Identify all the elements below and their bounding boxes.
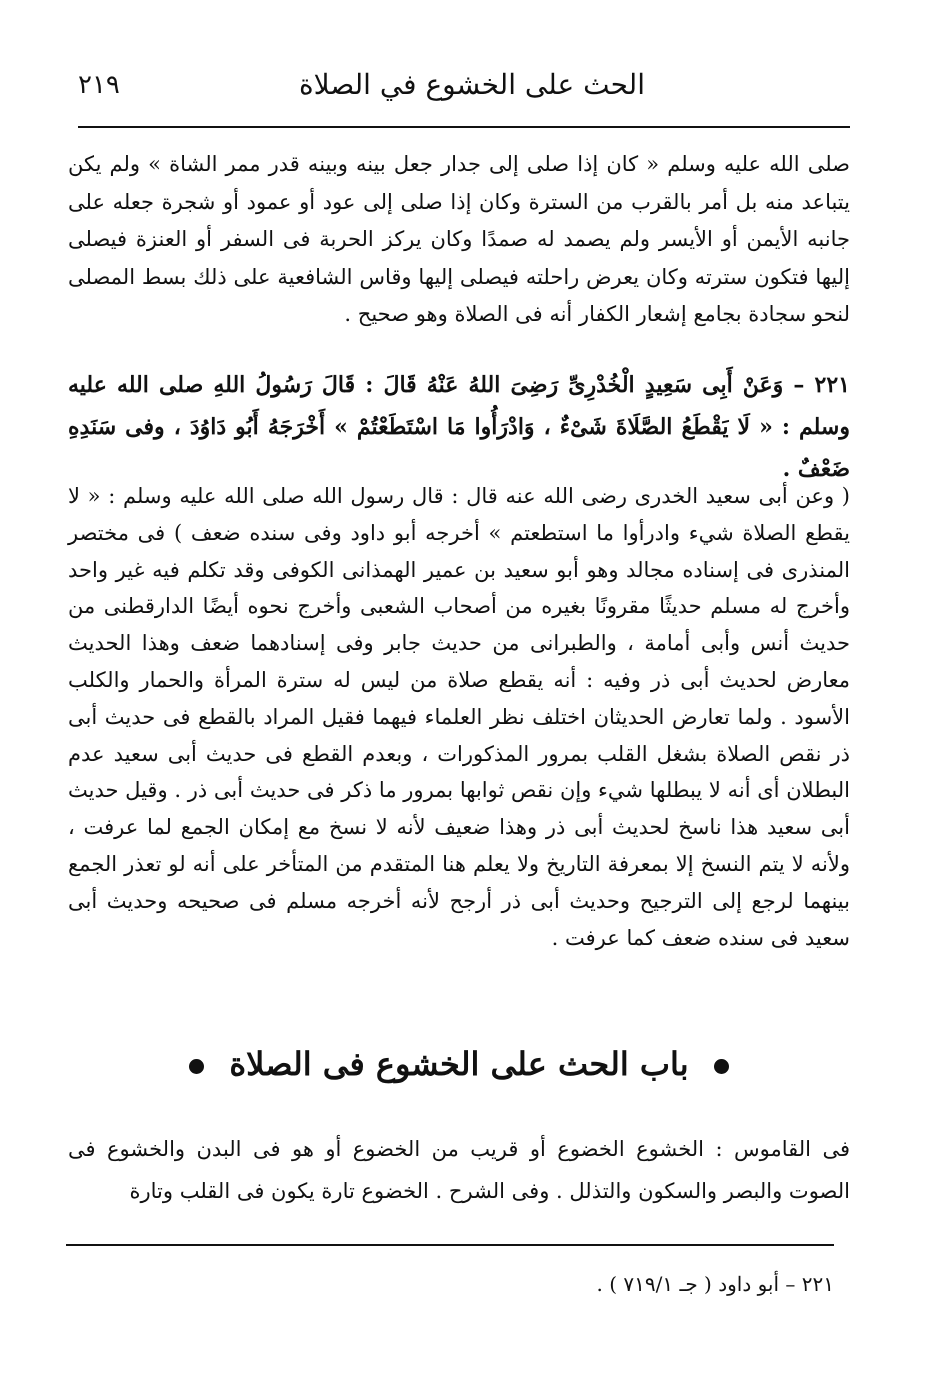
- header-rule: [78, 126, 850, 128]
- paragraph-1: صلى الله عليه وسلم « كان إذا صلى إلى جدار جعل بينه وبينه قدر ممر الشاة » ولم يكن يتباعد منه بل أمر بالقرب من السترة وكان إذا صلى إلى عود أو عمود أو شجرة جعله على جانبه الأيمن أو الأيسر ولم يصمد له صمدًا وكان يركز الحربة فى السفر أو العنزة فيصلى إليها فتكون سترته وكان يعرض راحلته فيصلى إليها وقاس الشافعية على ذلك بسط المصلى لنحو سجادة بجامع إشعار الكفار أنه فى الصلاة وهو صحيح .: [68, 152, 850, 326]
- running-title: الحث على الخشوع في الصلاة: [298, 68, 645, 101]
- commentary: ( وعن أبى سعيد الخدرى رضى الله عنه قال : قال رسول الله صلى الله عليه وسلم : « لا يقطع الصلاة شيء وادرأوا ما استطعتم » أخرجه أبو داود وفى سنده ضعف ) فى مختصر المنذرى فى إسناده مجالد وهو أبو سعيد بن عمير الهمذانى الكوفى وقد تكلم فيه غير واحد وأخرج له مسلم حديثًا مقرونًا بغيره من أصحاب الشعبى وأخرج نحوه أيضًا الدارقطنى من حديث أنس وأبى أمامة ، والطبرانى من حديث جابر وفى إسنادهما ضعف وهذا الحديث معارض لحديث أبى ذر وفيه : أنه يقطع صلاة من ليس له سترة المرأة والحمار والكلب الأسود . ولما تعارض الحديثان اختلف نظر العلماء فيهما فقيل المراد بالقطع فى حديث أبى ذر نقص الصلاة بشغل القلب بمرور المذكورات ، وبعدم القطع فى حديث أبى سعيد عدم البطلان أى أنه لا يبطلها شيء وإن نقص ثوابها بمرور ما ذكر فى حديث أبى ذر . وقيل حديث أبى سعيد هذا ناسخ لحديث أبى ذر وهذا ضعيف لأنه لا نسخ مع إمكان الجمع لما عرفت ، ولأنه لا يتم النسخ إلا بمعرفة التاريخ ولا يعلم هنا المتقدم من المتأخر على أنه لو تعذر الجمع بينهما لرجع إلى الترجيح وحديث أبى ذر أرجح لأنه أخرجه مسلم فى صحيحه وحديث أبى سعيد فى سنده ضعف كما عرفت .: [68, 484, 850, 950]
- chapter-title-text: باب الحث على الخشوع فى الصلاة: [229, 1045, 689, 1083]
- bullet-icon: [189, 1059, 204, 1074]
- chapter-title: [68, 1036, 850, 1092]
- bullet-icon: [714, 1059, 729, 1074]
- hadith-221: ٢٢١ – وَعَنْ أَبِى سَعِيدٍ الْخُدْرِىِّ رَضِىَ اللهُ عَنْهُ قَالَ : قَالَ رَسُولُ اللهِ صلى الله عليه وسلم : « لَا يَقْطَعُ الصَّلَاةَ شَىْءٌ ، وَادْرَأُوا مَا اسْتَطَعْتُمْ » أَخْرَجَهُ أَبُو دَاوُدَ ، وفى سَنَدِهِ ضَعْفٌ .: [68, 372, 850, 482]
- footnote-rule: [66, 1244, 834, 1246]
- page-number: ٢١٩: [78, 70, 120, 100]
- footnote: ٢٢١ – أبو داود ( جـ ٧١٩/١ ) .: [596, 1272, 834, 1296]
- running-head: [78, 66, 850, 106]
- chapter-intro: فى القاموس : الخشوع الخضوع أو قريب من الخضوع أو هو فى البدن والخشوع فى الصوت والبصر والسكون والتذلل . وفى الشرح . الخضوع تارة يكون فى القلب وتارة: [68, 1137, 850, 1203]
